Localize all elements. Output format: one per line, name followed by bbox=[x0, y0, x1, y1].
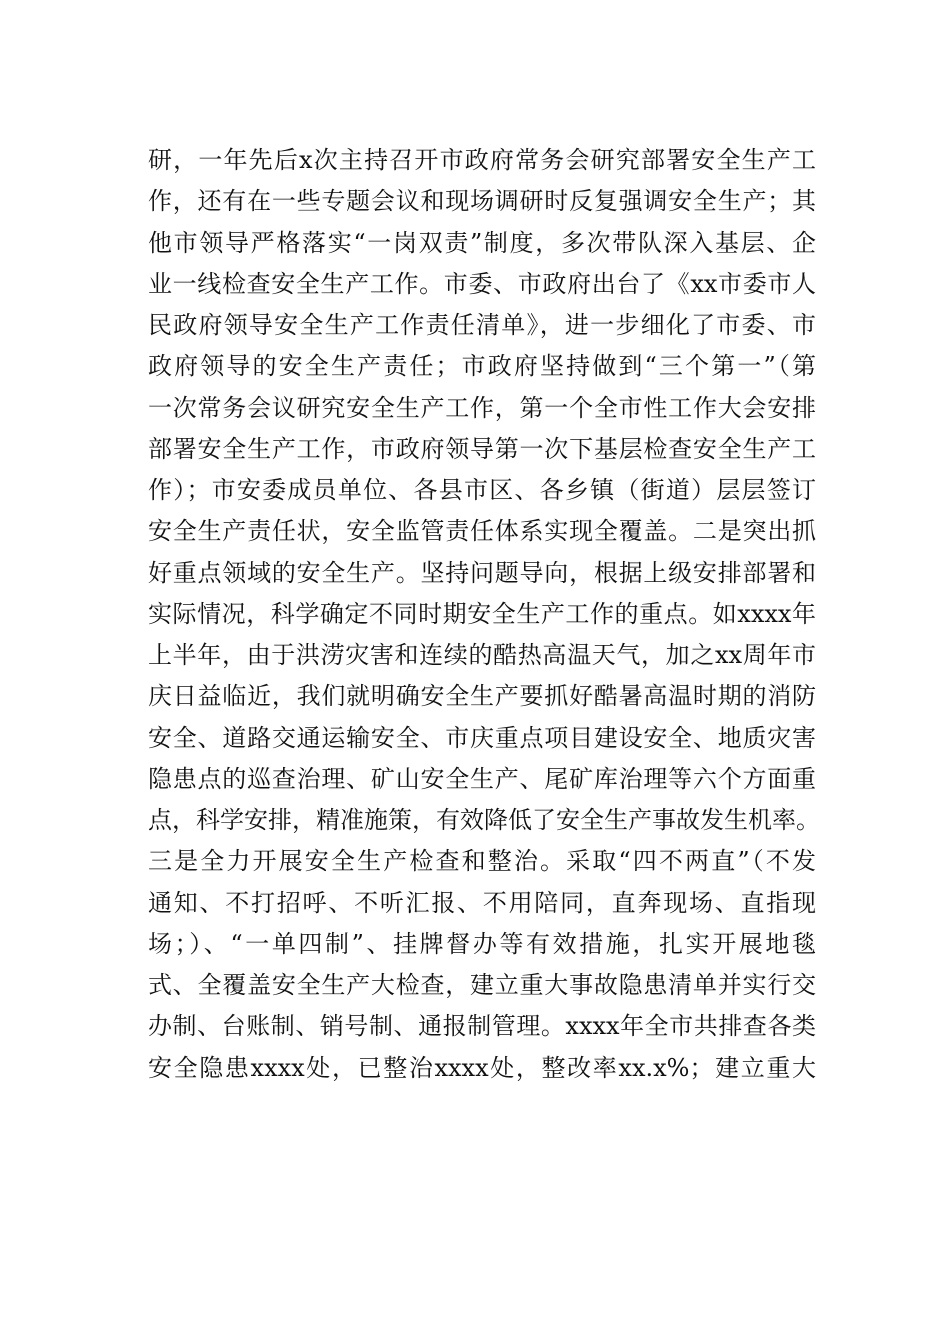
text-line: 业一线检查安全生产工作。市委、市政府出台了《xx市委市人 bbox=[148, 269, 816, 298]
text-line: 安全生产责任状，安全监管责任体系实现全覆盖。二是突出抓 bbox=[148, 517, 816, 546]
text-line: 上半年，由于洪涝灾害和连续的酷热高温天气，加之xx周年市 bbox=[148, 641, 816, 669]
text-line: 安全隐患xxxx处，已整治xxxx处，整改率xx.x%；建立重大 bbox=[148, 1053, 816, 1082]
text-line: 三是全力开展安全生产检查和整治。采取“四不两直”（不发 bbox=[148, 847, 816, 876]
text-line: 点，科学安排，精准施策，有效降低了安全生产事故发生机率。 bbox=[148, 806, 820, 834]
text-line: 部署安全生产工作，市政府领导第一次下基层检查安全生产工 bbox=[148, 434, 816, 463]
text-line: 庆日益临近，我们就明确安全生产要抓好酷暑高温时期的消防 bbox=[148, 682, 816, 711]
text-line: 研，一年先后x次主持召开市政府常务会研究部署安全生产工 bbox=[148, 146, 816, 174]
text-line: 好重点领域的安全生产。坚持问题导向，根据上级安排部署和 bbox=[148, 558, 816, 587]
text-line: 式、全覆盖安全生产大检查，建立重大事故隐患清单并实行交 bbox=[148, 971, 816, 999]
text-line: 一次常务会议研究安全生产工作，第一个全市性工作大会安排 bbox=[148, 393, 816, 422]
text-line: 他市领导严格落实“一岗双责”制度，多次带队深入基层、企 bbox=[148, 228, 816, 257]
text-line: 民政府领导安全生产工作责任清单》，进一步细化了市委、市 bbox=[148, 311, 816, 339]
text-line: 政府领导的安全生产责任；市政府坚持做到“三个第一”（第 bbox=[148, 352, 816, 381]
body-paragraph bbox=[148, 140, 820, 1089]
text-line: 通知、不打招呼、不听汇报、不用陪同，直奔现场、直指现 bbox=[148, 888, 816, 917]
text-line: 作，还有在一些专题会议和现场调研时反复强调安全生产；其 bbox=[148, 187, 816, 216]
text-line: 场；）、“一单四制”、挂牌督办等有效措施，扎实开展地毯 bbox=[148, 929, 816, 958]
text-line: 实际情况，科学确定不同时期安全生产工作的重点。如xxxx年 bbox=[148, 599, 816, 628]
text-line: 安全、道路交通运输安全、市庆重点项目建设安全、地质灾害 bbox=[148, 723, 816, 752]
text-line: 办制、台账制、销号制、通报制管理。xxxx年全市共排查各类 bbox=[148, 1012, 816, 1041]
text-line: 隐患点的巡查治理、矿山安全生产、尾矿库治理等六个方面重 bbox=[148, 764, 816, 793]
text-line: 作）；市安委成员单位、各县市区、各乡镇（街道）层层签订 bbox=[148, 476, 816, 504]
